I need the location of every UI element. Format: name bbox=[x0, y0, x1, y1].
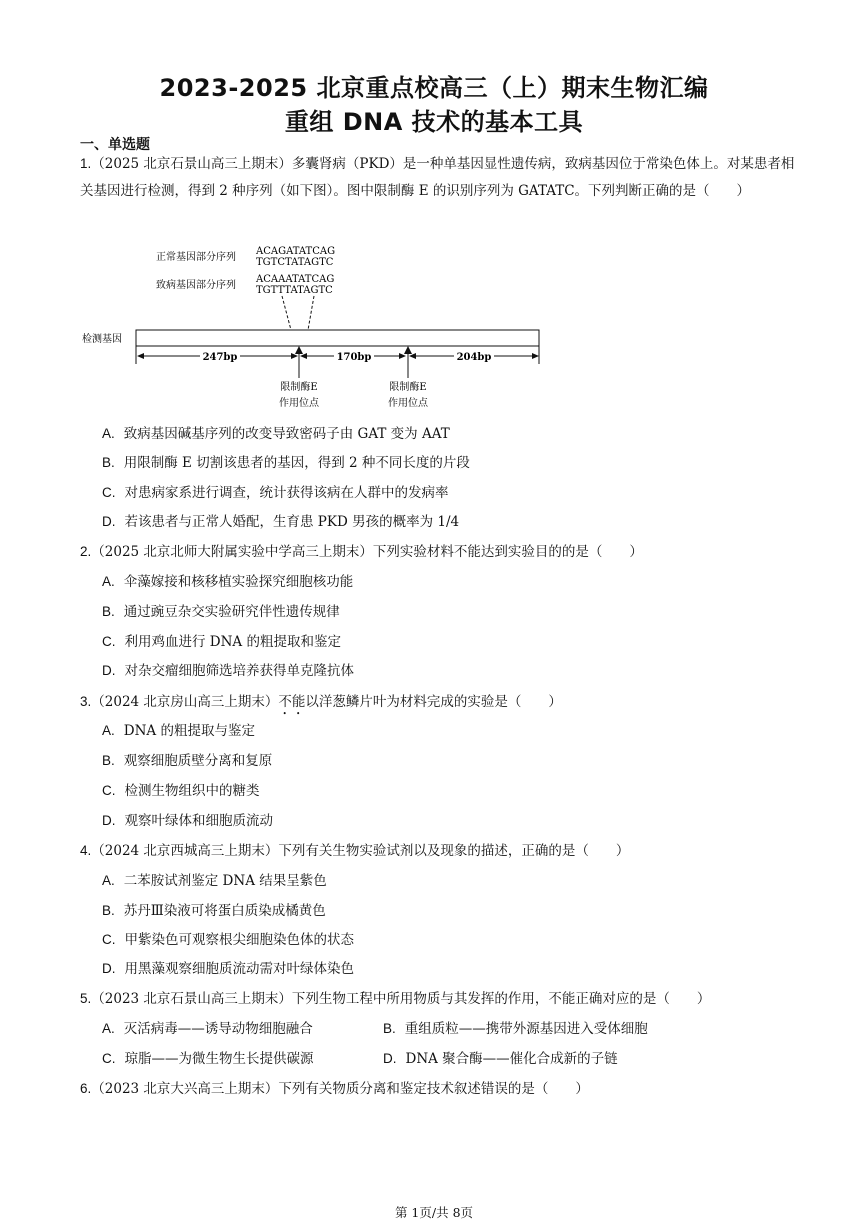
question-4 bbox=[80, 837, 795, 865]
option-b[interactable]: B. 观察细胞质壁分离和复原 bbox=[102, 753, 273, 769]
question-text: （2023 北京大兴高三上期末）下列有关物质分离和鉴定技术叙述错误的是（ ） bbox=[91, 1081, 589, 1097]
question-1 bbox=[80, 150, 795, 205]
option-d[interactable]: D. 观察叶绿体和细胞质流动 bbox=[102, 813, 273, 829]
segment-2-length: 170bp bbox=[336, 352, 372, 363]
option-a[interactable]: A. DNA 的粗提取与鉴定 bbox=[102, 723, 255, 739]
dim-arrow bbox=[137, 353, 144, 359]
question-number: 4. bbox=[80, 843, 92, 858]
normal-seq-label: 正常基因部分序列 bbox=[156, 252, 236, 263]
question-text: （2024 北京西城高三上期末）下列有关生物实验试剂以及现象的描述，正确的是（ ） bbox=[91, 843, 630, 859]
question-text: （2023 北京石景山高三上期末）下列生物工程中所用物质与其发挥的作用，不能正确对应的是（ ） bbox=[91, 991, 711, 1007]
option-c[interactable]: C. 利用鸡血进行 DNA 的粗提取和鉴定 bbox=[102, 634, 341, 650]
cut-site-arrowhead-2 bbox=[404, 346, 412, 354]
option-d[interactable]: D. 若该患者与正常人婚配，生育患 PKD 男孩的概率为 1/4 bbox=[102, 514, 460, 530]
segment-3-length: 204bp bbox=[456, 352, 492, 363]
option-a[interactable]: A. 致病基因碱基序列的改变导致密码子由 GAT 变为 AAT bbox=[102, 426, 450, 442]
question-5 bbox=[80, 985, 795, 1013]
gene-figure bbox=[0, 238, 868, 418]
option-c[interactable]: C. 检测生物组织中的糖类 bbox=[102, 783, 260, 799]
option-b[interactable]: B. 重组质粒——携带外源基因进入受体细胞 bbox=[383, 1021, 648, 1037]
option-b[interactable]: B. 用限制酶 E 切割该患者的基因，得到 2 种不同长度的片段 bbox=[102, 455, 470, 471]
question-text: （2025 北京北师大附属实验中学高三上期末）下列实验材料不能达到实验目的的是（ ） bbox=[91, 544, 643, 560]
option-d[interactable]: D. DNA 聚合酶——催化合成新的子链 bbox=[383, 1051, 618, 1067]
option-d[interactable]: D. 对杂交瘤细胞筛选培养获得单克隆抗体 bbox=[102, 663, 354, 679]
cut-site-1-label: 作用位点 bbox=[279, 398, 319, 409]
question-3: 3.（2024 北京房山高三上期末）不能以洋葱鳞片叶为材料完成的实验是（ ） bbox=[80, 694, 562, 710]
question-number: 5. bbox=[80, 991, 92, 1006]
question-number: 1. bbox=[80, 156, 92, 171]
zoom-line-right bbox=[308, 296, 314, 330]
option-a[interactable]: A. 伞藻嫁接和核移植实验探究细胞核功能 bbox=[102, 574, 354, 590]
option-a[interactable]: A. 二苯胺试剂鉴定 DNA 结果呈紫色 bbox=[102, 873, 327, 889]
option-c[interactable]: C. 琼脂——为微生物生长提供碳源 bbox=[102, 1051, 314, 1067]
zoom-line-left bbox=[282, 296, 291, 330]
option-b[interactable]: B. 苏丹Ⅲ染液可将蛋白质染成橘黄色 bbox=[102, 903, 326, 919]
option-c[interactable]: C. 对患病家系进行调查，统计获得该病在人群中的发病率 bbox=[102, 485, 449, 501]
disease-seq-label: 致病基因部分序列 bbox=[156, 280, 236, 291]
segment-1-length: 247bp bbox=[202, 352, 238, 363]
option-d[interactable]: D. 用黑藻观察细胞质流动需对叶绿体染色 bbox=[102, 961, 354, 977]
normal-seq-bottom: TGTCTATAGTC bbox=[256, 257, 334, 268]
detect-gene-label: 检测基因 bbox=[82, 334, 122, 345]
cut-site-2-label: 限制酶E bbox=[389, 382, 427, 393]
question-2 bbox=[80, 538, 795, 566]
option-b[interactable]: B. 通过豌豆杂交实验研究伴性遗传规律 bbox=[102, 604, 340, 620]
cut-site-1-label: 限制酶E bbox=[280, 382, 318, 393]
question-number: 6. bbox=[80, 1081, 92, 1096]
disease-seq-bottom: TGTTTATAGTC bbox=[256, 285, 333, 296]
question-6 bbox=[80, 1075, 795, 1103]
normal-seq-top: ACAGATATCAG bbox=[256, 246, 336, 257]
question-number: 2. bbox=[80, 544, 92, 559]
section-heading: 一、单选题 bbox=[80, 137, 150, 153]
option-c[interactable]: C. 甲紫染色可观察根尖细胞染色体的状态 bbox=[102, 932, 354, 948]
disease-seq-top: ACAAATATCAG bbox=[256, 274, 335, 285]
dim-arrow bbox=[532, 353, 539, 359]
question-number: 3. bbox=[80, 694, 92, 709]
option-a[interactable]: A. 灭活病毒——诱导动物细胞融合 bbox=[102, 1021, 313, 1037]
cut-site-arrowhead-1 bbox=[295, 346, 303, 354]
detect-gene-bar bbox=[136, 330, 539, 346]
page-footer: 第 1页/共 8页 bbox=[394, 1205, 474, 1220]
page-title-line2: 重组 DNA 技术的基本工具 bbox=[284, 108, 584, 136]
emphasis-text: 不能 bbox=[278, 694, 306, 710]
question-text: （2025 北京石景山高三上期末）多囊肾病（PKD）是一种单基因显性遗传病，致病基因位于常染色体上。对某患者相关基因进行检测，得到 2 种序列（如下图）。图中限制酶 E 的识别序列为 GATATC。下列判断正确的是（ ） bbox=[80, 156, 795, 199]
page-title-line1: 2023-2025 北京重点校高三（上）期末生物汇编 bbox=[159, 74, 709, 102]
cut-site-2-label: 作用位点 bbox=[388, 398, 428, 409]
